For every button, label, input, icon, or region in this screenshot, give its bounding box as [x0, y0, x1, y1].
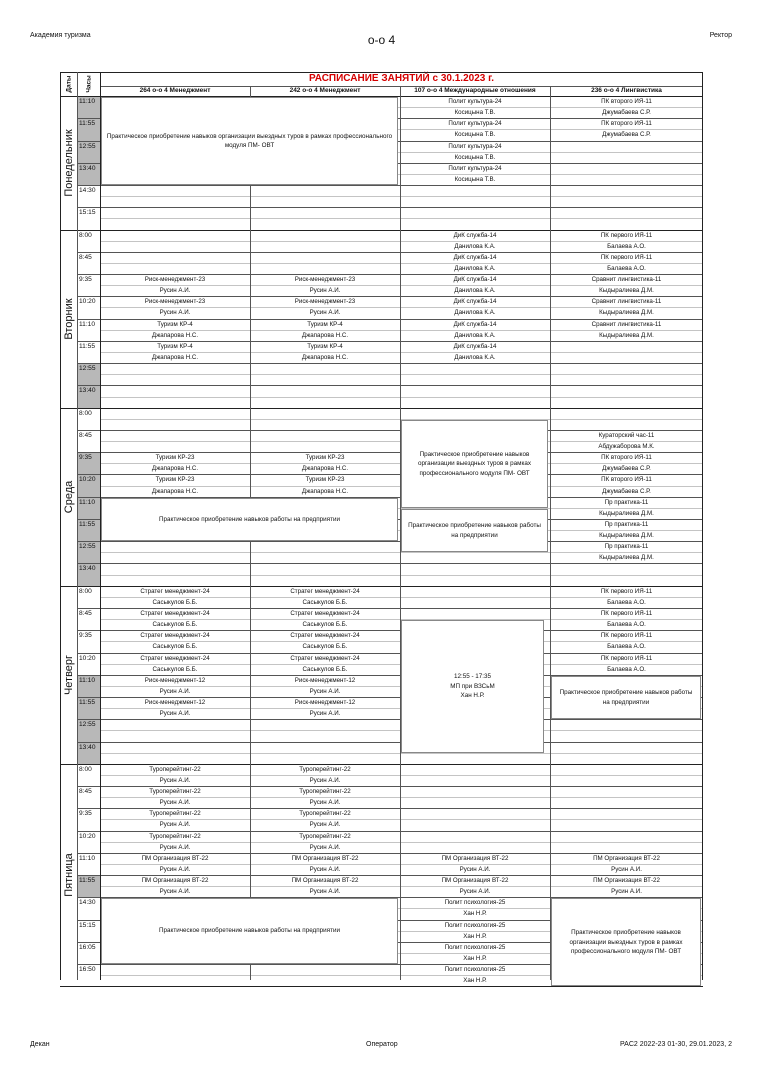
lesson-teacher: Русин А.И.: [309, 865, 341, 873]
lesson-teacher: Сасыкулов Б.Б.: [302, 643, 348, 651]
time-slot: 8:45: [79, 431, 92, 439]
time-slot: 12:55: [79, 365, 96, 373]
lesson-subject: Туроперейтинг-22: [299, 810, 351, 818]
lesson-teacher: Джапарова Н.С.: [301, 487, 349, 495]
lesson-subject: Риск-менеджмент-12: [144, 699, 206, 707]
lesson-subject: ПК второго ИЯ-11: [601, 454, 652, 462]
merged-activity-box: Практическое приобретение навыков работы на предприятии: [101, 898, 398, 964]
lesson-subject: ПМ Организация ВТ-22: [291, 877, 359, 885]
time-slot: 11:10: [79, 854, 96, 862]
lesson-teacher: Русин А.И.: [309, 287, 341, 295]
time-slot: 10:20: [79, 832, 96, 840]
merged-activity-box: Практическое приобретение навыков организации выездных туров в рамках профессионального модуля ПМ- ОВТ: [401, 420, 548, 508]
lesson-subject: ПМ Организация ВТ-22: [141, 877, 209, 885]
lesson-teacher: Русин А.И.: [159, 865, 191, 873]
lesson-teacher: Кыдыралиева Д.М.: [599, 331, 654, 339]
lesson-subject: Туроперейтинг-22: [299, 788, 351, 796]
lesson-teacher: Джумабаева С.Р.: [602, 131, 651, 139]
lesson-subject: Риск-менеджмент-23: [294, 298, 356, 306]
time-slot: 10:20: [79, 476, 96, 484]
lesson-teacher: Русин А.И.: [459, 888, 491, 896]
lesson-teacher: Косицына Т.В.: [454, 175, 496, 183]
time-slot: 12:55: [79, 543, 96, 551]
lesson-subject: ПК первого ИЯ-11: [600, 231, 653, 239]
merged-activity-box: 12:55 - 17:35 МП при ВЗСьМ Хан Н.Р.: [401, 620, 544, 753]
lesson-teacher: Сасыкулов Б.Б.: [152, 665, 198, 673]
lesson-subject: ПМ Организация ВТ-22: [441, 854, 509, 862]
lesson-teacher: Данилова К.А.: [454, 264, 496, 272]
lesson-subject: Туризм КР-4: [157, 320, 193, 328]
time-slot: 11:55: [79, 699, 96, 707]
lesson-subject: Туроперейтинг-22: [149, 810, 201, 818]
day-label: Вторник: [62, 298, 75, 340]
lesson-teacher: Русин А.И.: [459, 865, 491, 873]
lesson-subject: Полит психология-25: [444, 943, 506, 951]
lesson-teacher: Кыдыралиева Д.М.: [599, 509, 654, 517]
lesson-subject: ДиК служба-14: [453, 320, 497, 328]
time-slot: 11:55: [79, 520, 96, 528]
time-slot: 8:00: [79, 231, 92, 239]
lesson-teacher: Джумабаева С.Р.: [602, 465, 651, 473]
lesson-subject: Стратег менеджмент-24: [140, 654, 210, 662]
lesson-teacher: Данилова К.А.: [454, 331, 496, 339]
lesson-teacher: Джапарова Н.С.: [151, 331, 199, 339]
time-slot: 9:35: [79, 632, 92, 640]
lesson-subject: Туроперейтинг-22: [149, 832, 201, 840]
lesson-subject: Стратег менеджмент-24: [290, 632, 360, 640]
lesson-subject: Полит культура-24: [448, 120, 502, 128]
group-header: 242 о-о 4 Менеджмент: [289, 87, 361, 94]
lesson-subject: ПК второго ИЯ-11: [601, 98, 652, 105]
lesson-subject: Туризм КР-4: [307, 342, 343, 350]
lesson-teacher: Русин А.И.: [159, 821, 191, 829]
time-slot: 11:10: [79, 498, 96, 506]
lesson-subject: ПМ Организация ВТ-22: [141, 854, 209, 862]
lesson-teacher: Джапарова Н.С.: [151, 465, 199, 473]
lesson-subject: ДиК служба-14: [453, 342, 497, 350]
lesson-teacher: Кыдыралиева Д.М.: [599, 554, 654, 562]
lesson-subject: Туризм КР-23: [305, 454, 345, 462]
lesson-subject: Стратег менеджмент-24: [290, 587, 360, 595]
time-slot: 14:30: [79, 187, 96, 195]
lesson-subject: ПК первого ИЯ-11: [600, 253, 653, 261]
lesson-teacher: Балаева А.О.: [607, 621, 646, 629]
merged-activity-box: Практическое приобретение навыков организации выездных туров в рамках профессионального модуля ПМ- ОВТ: [551, 898, 701, 986]
lesson-subject: Пр практика-11: [604, 520, 649, 528]
lesson-subject: Кураторский час-11: [598, 431, 655, 439]
merged-activity-box: Практическое приобретение навыков работы на предприятии: [101, 498, 398, 542]
lesson-subject: ДиК служба-14: [453, 253, 497, 261]
lesson-teacher: Абдужаборова М.К.: [598, 443, 655, 451]
lesson-subject: Сравнит лингвистика-11: [591, 320, 662, 328]
schedule-title: РАСПИСАНИЕ ЗАНЯТИЙ с 30.1.2023 г.: [308, 73, 495, 84]
lesson-subject: ПК первого ИЯ-11: [600, 609, 653, 617]
lesson-teacher: Балаева А.О.: [607, 242, 646, 250]
lesson-subject: Сравнит лингвистика-11: [591, 276, 662, 284]
group-header: 107 о-о 4 Международные отношения: [414, 87, 536, 94]
lesson-teacher: Балаева А.О.: [607, 665, 646, 673]
lesson-teacher: Русин А.И.: [309, 309, 341, 317]
day-label: Среда: [62, 480, 75, 513]
lesson-teacher: Русин А.И.: [309, 776, 341, 784]
lesson-teacher: Русин А.И.: [611, 888, 642, 896]
lesson-subject: Пр практика-11: [604, 543, 649, 551]
dates-header: Даты: [65, 75, 72, 93]
lesson-teacher: Джапарова Н.С.: [151, 487, 199, 495]
lesson-subject: ПМ Организация ВТ-22: [593, 877, 660, 885]
lesson-subject: Туризм КР-23: [155, 454, 195, 462]
lesson-teacher: Кыдыралиева Д.М.: [599, 532, 654, 540]
lesson-subject: Стратег менеджмент-24: [290, 609, 360, 617]
merged-activity-box: Практическое приобретение навыков организации выездных туров в рамках профессионального модуля ПМ- ОВТ: [101, 97, 398, 185]
lesson-teacher: Русин А.И.: [159, 888, 191, 896]
group-header: 264 о-о 4 Менеджмент: [139, 87, 211, 94]
lesson-subject: ДиК служба-14: [453, 231, 497, 239]
lesson-teacher: Русин А.И.: [159, 776, 191, 784]
lesson-subject: ПК второго ИЯ-11: [601, 476, 652, 484]
lesson-teacher: Косицына Т.В.: [454, 153, 496, 161]
lesson-teacher: Кыдыралиева Д.М.: [599, 287, 654, 295]
lesson-teacher: Сасыкулов Б.Б.: [152, 621, 198, 629]
footer-dean: Декан: [30, 1041, 50, 1048]
lesson-subject: ДиК служба-14: [453, 276, 497, 284]
time-slot: 11:55: [79, 120, 96, 128]
lesson-teacher: Джапарова Н.С.: [301, 465, 349, 473]
lesson-subject: ПМ Организация ВТ-22: [291, 854, 359, 862]
lesson-subject: Туроперейтинг-22: [149, 765, 201, 773]
lesson-subject: Риск-менеджмент-23: [294, 276, 356, 284]
lesson-teacher: Джумабаева С.Р.: [602, 487, 651, 495]
lesson-subject: Туризм КР-4: [157, 342, 193, 350]
lesson-subject: Стратег менеджмент-24: [140, 632, 210, 640]
time-slot: 11:10: [79, 676, 96, 684]
time-slot: 10:20: [79, 298, 96, 306]
time-slot: 12:55: [79, 721, 96, 729]
lesson-teacher: Русин А.И.: [159, 799, 191, 807]
lesson-teacher: Балаева А.О.: [607, 264, 646, 272]
lesson-teacher: Данилова К.А.: [454, 353, 496, 361]
lesson-teacher: Косицына Т.В.: [454, 131, 496, 139]
time-slot: 8:00: [79, 409, 92, 417]
lesson-subject: Риск-менеджмент-12: [294, 699, 356, 707]
day-label: Понедельник: [62, 129, 75, 197]
lesson-teacher: Русин А.И.: [309, 888, 341, 896]
lesson-teacher: Балаева А.О.: [607, 643, 646, 651]
lesson-teacher: Русин А.И.: [309, 710, 341, 718]
lesson-teacher: Данилова К.А.: [454, 287, 496, 295]
header-right: Ректор: [709, 32, 732, 39]
lesson-subject: ПК первого ИЯ-11: [600, 632, 653, 640]
time-slot: 15:15: [79, 921, 96, 929]
lesson-subject: Туризм КР-23: [155, 476, 195, 484]
time-slot: 16:50: [79, 966, 96, 974]
lesson-subject: Туроперейтинг-22: [299, 832, 351, 840]
group-header: 236 о-о 4 Лингвистика: [591, 87, 662, 94]
time-slot: 9:35: [79, 276, 92, 284]
time-slot: 11:10: [79, 320, 96, 328]
lesson-subject: ПК первого ИЯ-11: [600, 654, 653, 662]
lesson-subject: Туроперейтинг-22: [299, 765, 351, 773]
lesson-subject: Сравнит лингвистика-11: [591, 298, 662, 306]
lesson-subject: ПК второго ИЯ-11: [601, 120, 652, 128]
merged-activity-box: Практическое приобретение навыков работы на предприятии: [401, 509, 548, 553]
lesson-teacher: Русин А.И.: [611, 865, 642, 873]
time-slot: 8:00: [79, 587, 92, 595]
lesson-subject: Стратег менеджмент-24: [140, 609, 210, 617]
lesson-subject: Полит культура-24: [448, 98, 502, 105]
lesson-teacher: Русин А.И.: [159, 710, 191, 718]
time-slot: 8:45: [79, 609, 92, 617]
time-slot: 11:55: [79, 342, 96, 350]
lesson-subject: ПМ Организация ВТ-22: [441, 877, 509, 885]
lesson-subject: Пр практика-11: [604, 498, 649, 506]
lesson-subject: Полит психология-25: [444, 966, 506, 974]
time-slot: 13:40: [79, 565, 96, 573]
day-label: Четверг: [62, 654, 75, 695]
lesson-subject: Полит культура-24: [448, 164, 502, 172]
lesson-teacher: Русин А.И.: [159, 287, 191, 295]
time-slot: 15:15: [79, 209, 96, 217]
lesson-teacher: Балаева А.О.: [607, 598, 646, 606]
header-left: Академия туризма: [30, 32, 91, 39]
lesson-teacher: Хан Н.Р.: [463, 955, 487, 962]
lesson-teacher: Русин А.И.: [159, 843, 191, 851]
lesson-teacher: Сасыкулов Б.Б.: [152, 643, 198, 651]
time-slot: 8:45: [79, 788, 92, 796]
time-slot: 9:35: [79, 810, 92, 818]
lesson-subject: Туризм КР-4: [307, 320, 343, 328]
lesson-teacher: Данилова К.А.: [454, 309, 496, 317]
lesson-teacher: Джумабаева С.Р.: [602, 109, 651, 117]
lesson-subject: Риск-менеджмент-12: [294, 676, 356, 684]
merged-activity-box: Практическое приобретение навыков работы на предприятии: [551, 676, 701, 720]
schedule-table: [60, 72, 703, 985]
time-slot: 8:45: [79, 253, 92, 261]
time-slot: 9:35: [79, 454, 92, 462]
lesson-subject: Полит культура-24: [448, 142, 502, 150]
time-slot: 13:40: [79, 743, 96, 751]
lesson-teacher: Джапарова Н.С.: [301, 353, 349, 361]
lesson-subject: Полит психология-25: [444, 899, 506, 907]
lesson-teacher: Русин А.И.: [309, 843, 341, 851]
lesson-teacher: Сасыкулов Б.Б.: [302, 621, 348, 629]
time-slot: 16:05: [79, 943, 96, 951]
lesson-subject: Полит психология-25: [444, 921, 506, 929]
lesson-teacher: Русин А.И.: [309, 821, 341, 829]
lesson-subject: Риск-менеджмент-23: [144, 298, 206, 306]
lesson-teacher: Данилова К.А.: [454, 242, 496, 250]
time-slot: 11:10: [79, 98, 96, 105]
time-slot: 10:20: [79, 654, 96, 662]
header-group: о-о 4: [367, 33, 396, 47]
lesson-teacher: Хан Н.Р.: [463, 910, 487, 918]
lesson-subject: Риск-менеджмент-12: [144, 676, 206, 684]
time-slot: 8:00: [79, 765, 92, 773]
time-slot: 14:30: [79, 899, 96, 907]
lesson-teacher: Хан Н.Р.: [463, 977, 487, 985]
lesson-teacher: Кыдыралиева Д.М.: [599, 309, 654, 317]
day-label: Пятница: [62, 853, 75, 897]
lesson-teacher: Сасыкулов Б.Б.: [152, 598, 198, 606]
lesson-subject: ДиК служба-14: [453, 298, 497, 306]
lesson-subject: ПМ Организация ВТ-22: [593, 854, 660, 862]
footer-operator: Оператор: [366, 1041, 398, 1048]
lesson-subject: Стратег менеджмент-24: [140, 587, 210, 595]
lesson-teacher: Русин А.И.: [159, 687, 191, 695]
lesson-teacher: Русин А.И.: [309, 687, 341, 695]
lesson-teacher: Сасыкулов Б.Б.: [302, 598, 348, 606]
lesson-subject: Риск-менеджмент-23: [144, 276, 206, 284]
time-slot: 11:55: [79, 877, 96, 885]
hours-header: Часы: [85, 75, 92, 93]
time-slot: 13:40: [79, 387, 96, 395]
lesson-teacher: Джапарова Н.С.: [301, 331, 349, 339]
lesson-teacher: Хан Н.Р.: [463, 932, 487, 940]
time-slot: 13:40: [79, 164, 96, 172]
lesson-teacher: Косицына Т.В.: [454, 109, 496, 117]
lesson-subject: Стратег менеджмент-24: [290, 654, 360, 662]
lesson-teacher: Русин А.И.: [309, 799, 341, 807]
lesson-subject: Туризм КР-23: [305, 476, 345, 484]
lesson-subject: Туроперейтинг-22: [149, 788, 201, 796]
lesson-teacher: Русин А.И.: [159, 309, 191, 317]
time-slot: 12:55: [79, 142, 96, 150]
lesson-teacher: Сасыкулов Б.Б.: [302, 665, 348, 673]
footer-doc-id: PAC2 2022-23 01-30, 29.01.2023, 2: [620, 1041, 732, 1048]
lesson-subject: ПК первого ИЯ-11: [600, 587, 653, 595]
lesson-teacher: Джапарова Н.С.: [151, 353, 199, 361]
